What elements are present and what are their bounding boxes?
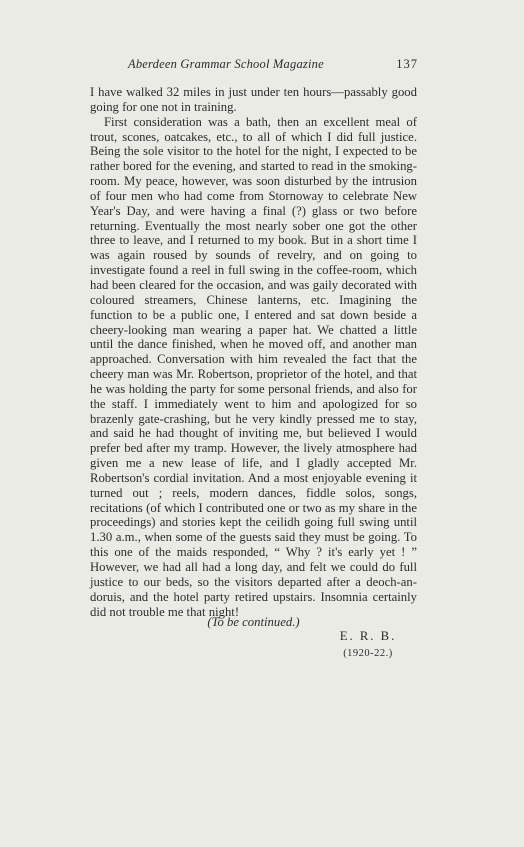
author-initials: E. R. B. [339,629,397,643]
author-years: (1920-22.) [343,648,393,659]
magazine-title: Aberdeen Grammar School Magazine [128,57,324,71]
to-be-continued-note: (To be continued.) [207,615,300,629]
article-body [90,85,417,619]
paragraph-1: I have walked 32 miles in just under ten hours—passably good going for one not in training. [90,85,417,114]
page-number: 137 [396,57,418,71]
running-head [128,57,418,72]
author-signature [328,628,408,661]
paragraph-2: First consideration was a bath, then an excellent meal of trout, scones, oatcakes, etc., to all of which I did full justice. Being the sole visitor to the hotel for the night, I expected to be rather bored for the evening, and started to read in the smoking-room. My peace, however, was soon disturbed by the intrusion of four men who had come from Stornoway to celebrate New Year's Day, and were having a final (?) glass or two before returning. Eventually the most nearly sober one got the other three to leave, and I returned to my book. But in a short time I was again roused by sounds of revelry, and on going to investigate found a reel in full swing in the coffee-room, which had been cleared for the occasion, and was gaily decorated with coloured streamers, Chinese lanterns, etc. Imagining the function to be a public one, I entered and sat down beside a cheery-looking man wearing a paper hat. We chatted a little until the dance finished, when he moved off, and another man approached. Conversation with him revealed the fact that the cheery man was Mr. Robertson, proprietor of the hotel, and that he was holding the party for some personal friends, and also for the staff. I immediately went to him and apologized for so brazenly gate-crashing, but he very kindly pressed me to stay, and said he had thought of inviting me, but believed I would prefer bed after my tramp. However, the lively atmosphere had given me a new lease of life, and I gladly accepted Mr. Robertson's cordial invitation. And a most enjoyable evening it turned out ; reels, modern dances, fiddle solos, songs, recitations (of which I contributed one or two as my share in the proceedings) and stories kept the ceilidh going full swing until 1.30 a.m., when some of the guests said they must be going. To this one of the maids responded, “ Why ? it's early yet ! ” However, we had all had a long day, and felt we could do full justice to our beds, so the visitors departed after a deoch-an-doruis, and the hotel party retired upstairs. Insomnia certainly did not trouble me that night! [90,114,417,619]
